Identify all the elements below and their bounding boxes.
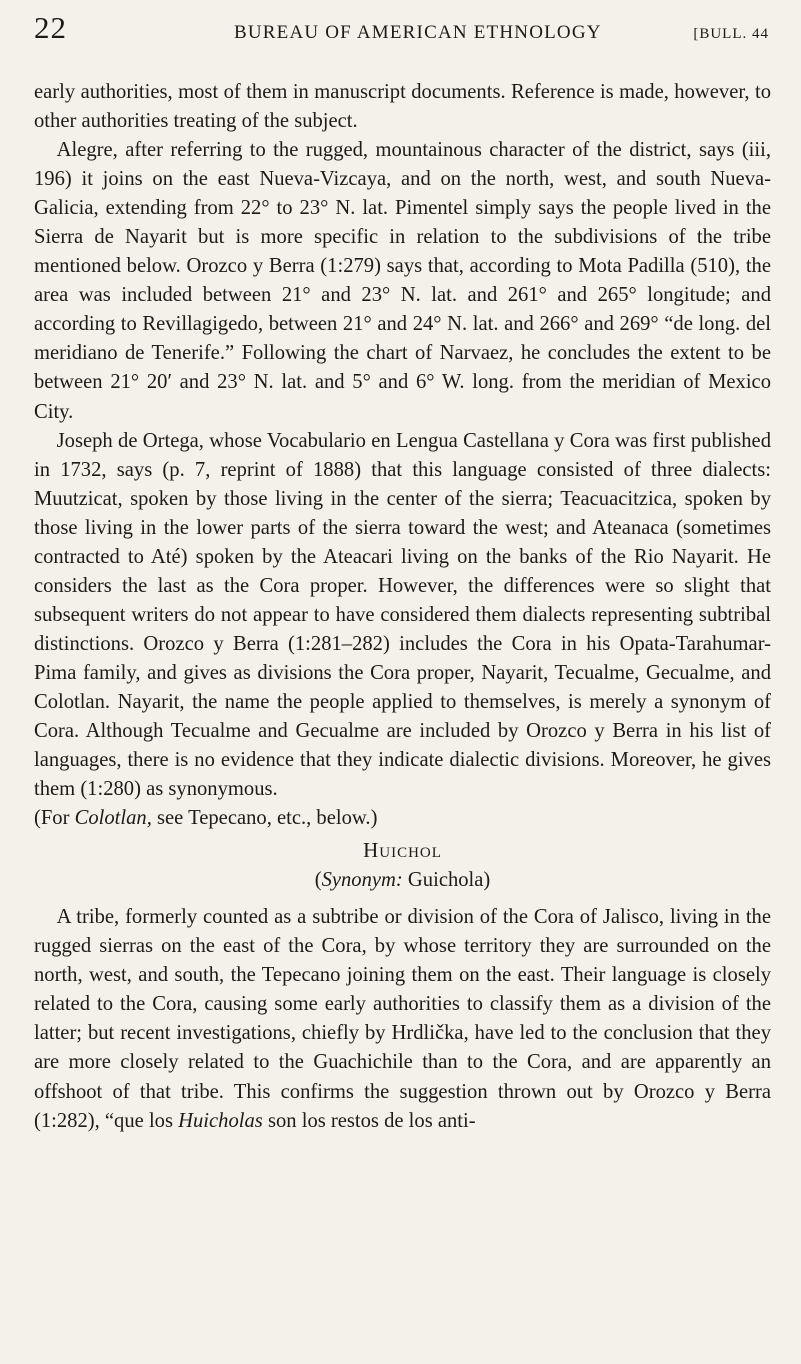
page-header [34, 0, 771, 78]
page-number: 22 [34, 10, 67, 45]
synonym-value: Guichola) [402, 869, 491, 892]
synonym-label: Synonym: [321, 869, 403, 892]
cross-ref-open: (For [34, 807, 75, 830]
huichol-italic: Huicholas [178, 1109, 263, 1132]
running-head: BUREAU OF AMERICAN ETHNOLOGY [234, 22, 602, 43]
cross-ref-term: Colotlan, [74, 807, 152, 830]
cross-ref-rest: see Tepecano, etc., below.) [151, 807, 378, 830]
paragraph-continuation: early authorities, most of them in manuscript documents. Reference is made, however, to other authorities treating of the subject. [34, 81, 771, 133]
body-text [34, 78, 771, 1136]
synonym-line [34, 866, 771, 895]
paragraph-huichol [34, 903, 771, 1135]
bulletin-reference: [BULL. 44 [693, 26, 769, 42]
huichol-tail: son los restos de los anti- [262, 1109, 476, 1132]
paragraph-alegre: Alegre, after referring to the rugged, mountainous character of the district, says (iii, 196) it joins on the east Nueva-Vizcaya, and on the north, west, and south Nueva-Galicia, extending from 22° to 23° N. lat. Pimentel simply says the people lived in the Sierra de Nayarit but is more specific in relation to the subdivisions of the tribe mentioned below. Orozco y Berra (1:279) says that, according to Mota Padilla (510), the area was included between 21° and 23° N. lat. and 261° and 265° longitude; and according to Revillagigedo, between 21° and 24° N. lat. and 266° and 269° “de long. del meridiano de Tenerife.” Following the chart of Narvaez, he concludes the extent to be between 21° 20′ and 23° N. lat. and 5° and 6° W. long. from the meridian of Mexico City. [34, 139, 771, 423]
cross-reference [34, 804, 771, 833]
paragraph-ortega: Joseph de Ortega, whose Vocabulario en Lengua Castellana y Cora was first published in 1732, says (p. 7, reprint of 1888) that this language consisted of three dialects: Muutzicat, spoken by those living in the center of the sierra; Teacuacitzica, spoken by those living in the lower parts of the sierra toward the west; and Ateanaca (sometimes contracted to Até) spoken by the Ateacari living on the banks of the Rio Nayarit. He considers the last as the Cora proper. However, the differences were so slight that subsequent writers do not appear to have considered them dialects representing subtribal distinctions. Orozco y Berra (1:281–282) includes the Cora in his Opata-Tarahumar-Pima family, and gives as divisions the Cora proper, Nayarit, Tecualme, Gecualme, and Colotlan. Nayarit, the name the people applied to themselves, is merely a synonym of Cora. Although Tecualme and Gecualme are included by Orozco y Berra in his list of languages, there is no evidence that they indicate dialectic divisions. Moreover, he gives them (1:280) as synonymous. [34, 429, 771, 801]
synonym-open: ( [314, 869, 322, 892]
section-title: Huichol [363, 838, 442, 863]
huichol-text: A tribe, formerly counted as a subtribe or division of the Cora of Jalisco, living in the rugged sierras on the east of the Cora, by whose territory they are surrounded on the north, west, and south, the Tepecano joining them on the east. Their language is closely related to the Cora, causing some early authorities to classify them as a division of the latter; but recent investigations, chiefly by Hrdlička, have led to the conclusion that they are more closely related to the Guachichile than to the Cora, and are apparently an offshoot of that tribe. This confirms the suggestion thrown out by Orozco y Berra (1:282), “que los [34, 906, 771, 1132]
